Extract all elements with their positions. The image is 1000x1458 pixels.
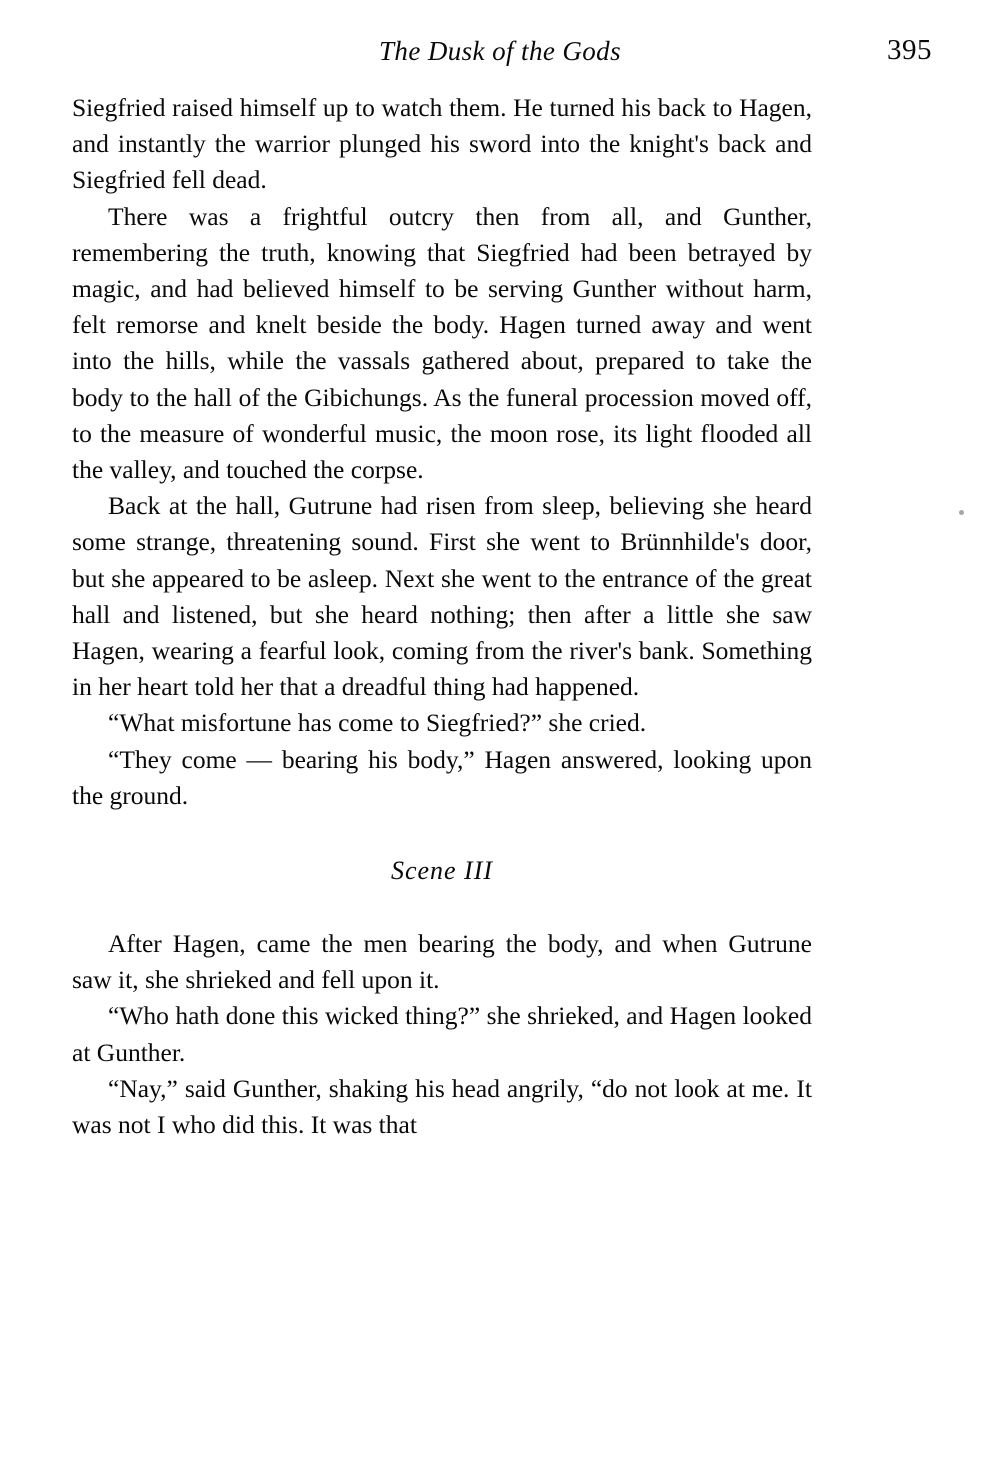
book-page — [0, 22, 1000, 1458]
page-number: 395 — [887, 34, 932, 66]
page-smudge-mark — [959, 510, 964, 515]
paragraph: “Nay,” said Gunther, shaking his head angrily, “do not look at me. It was not I who did this. It was that — [72, 1073, 812, 1140]
paragraph: There was a frightful outcry then from all, and Gunther, remembering the truth, knowing that Siegfried had been betrayed by magic, and had believed himself to be serving Gunther without harm, felt remorse and knelt beside the body. Hagen turned away and went into the hills, while the vassals gathered about, prepared to take the body to the hall of the Gibichungs. As the funeral procession moved off, to the measure of wonderful music, the moon rose, its light flooded all the valley, and touched the corpse. — [72, 201, 812, 485]
page-header — [72, 22, 932, 80]
running-title: The Dusk of the Gods — [379, 36, 621, 66]
scene-heading: Scene III — [390, 856, 494, 886]
paragraph: “They come — bearing his body,” Hagen answered, looking upon the ground. — [72, 744, 812, 810]
scene-text-block — [72, 926, 812, 1143]
paragraph: “Who hath done this wicked thing?” she shrieked, and Hagen looked at Gunther. — [72, 1001, 812, 1067]
paragraph: Siegfried raised himself up to watch them. He turned his back to Hagen, and instantly the warrior plunged his sword into the knight's back and Siegfried fell dead. — [72, 93, 812, 195]
paragraph: Back at the hall, Gutrune had risen from sleep, believing she heard some strange, threatening sound. First she went to Brünnhilde's door, but she appeared to be asleep. Next she went to the entrance of the great hall and listened, but she heard nothing; then after a little she saw Hagen, wearing a fearful look, coming from the river's bank. Something in her heart told her that a dreadful thing had happened. — [72, 491, 812, 702]
main-text-block — [72, 90, 812, 814]
paragraph: After Hagen, came the men bearing the body, and when Gutrune saw it, she shrieked and fell upon it. — [72, 929, 812, 995]
paragraph: “What misfortune has come to Siegfried?” she cried. — [108, 708, 647, 738]
